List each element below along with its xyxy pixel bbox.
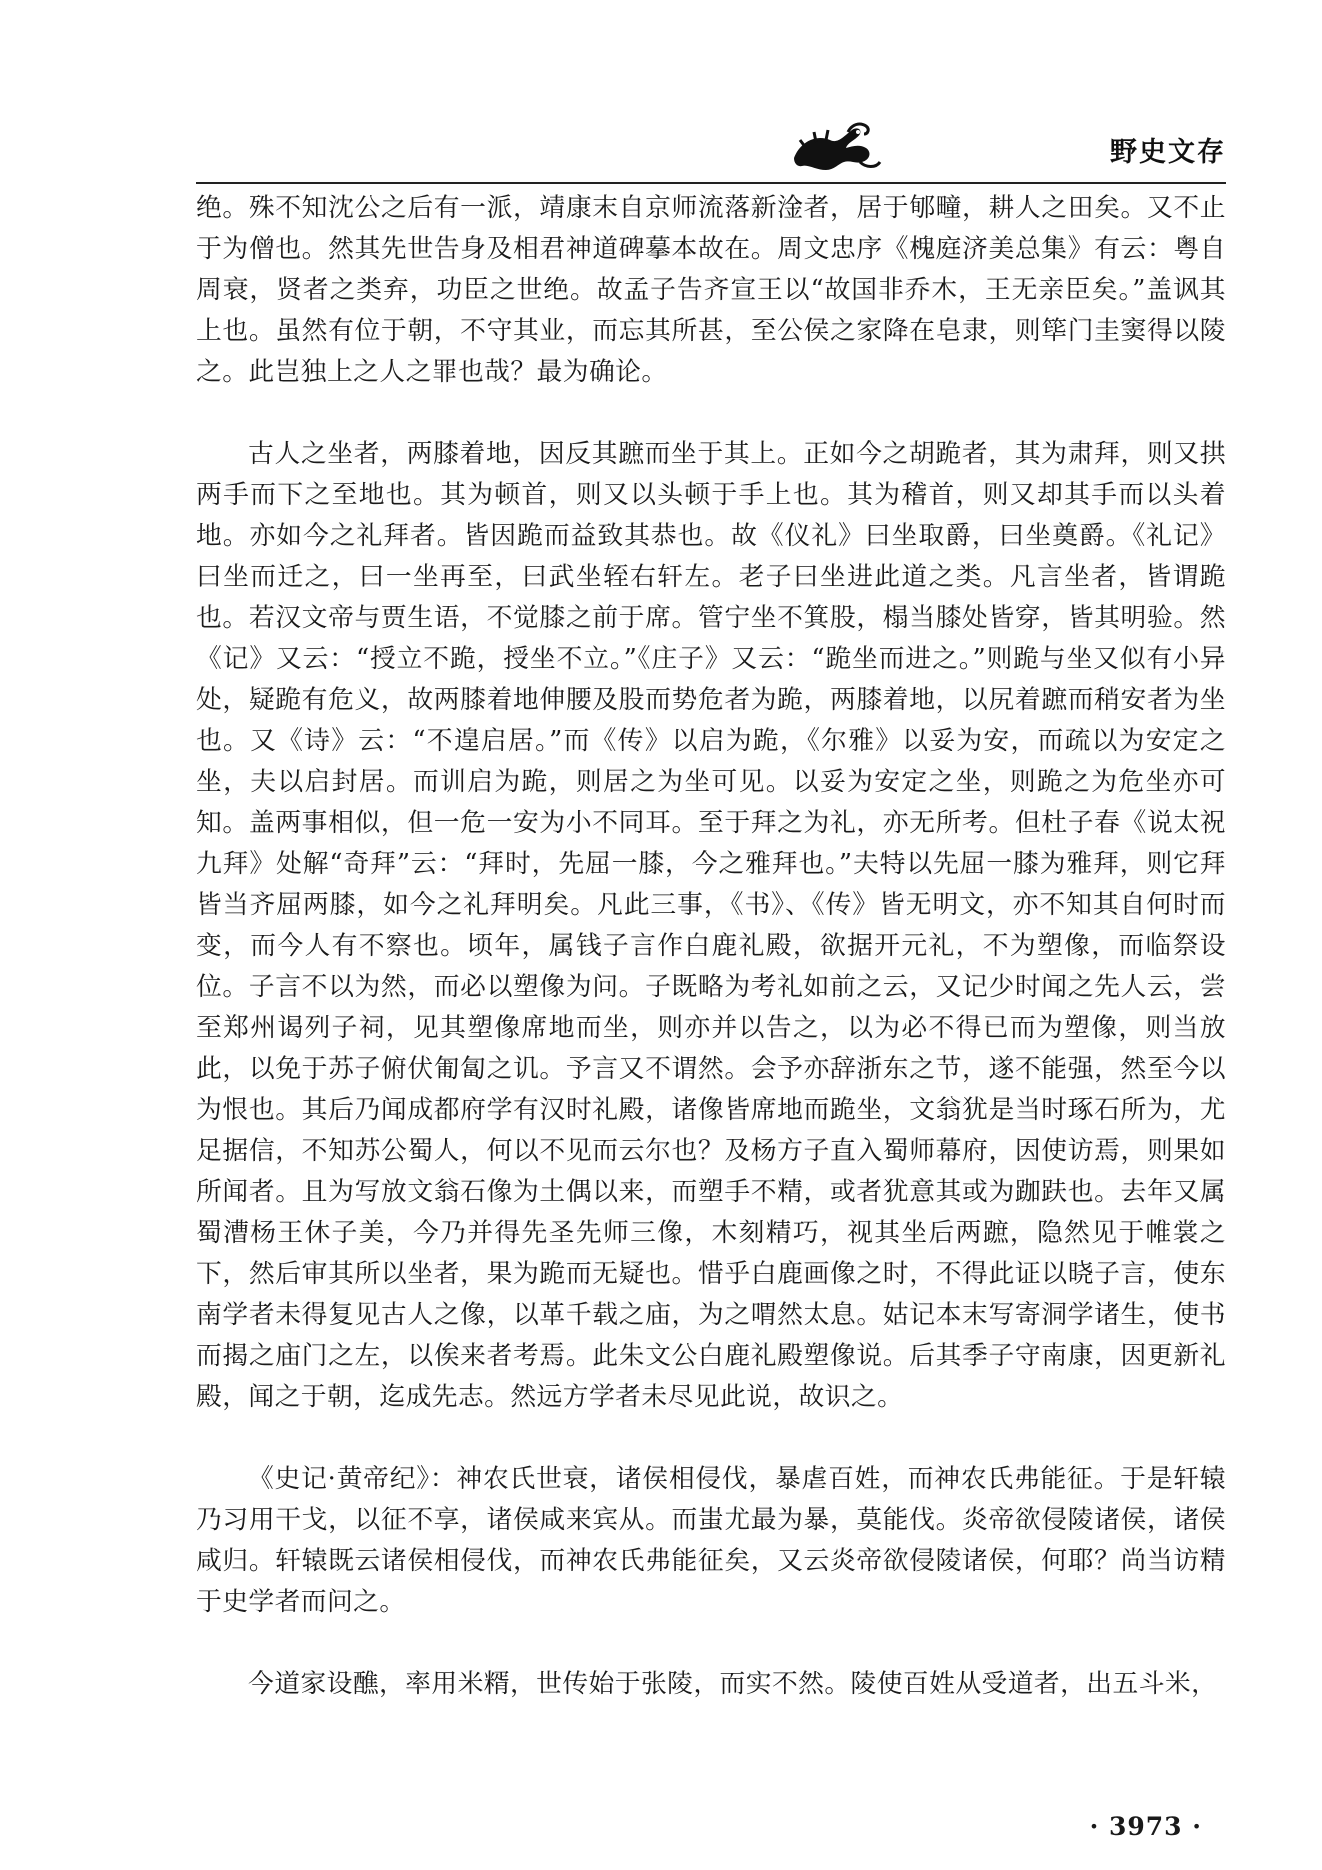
paragraph-gap (196, 1418, 1226, 1459)
page-number: · 3973 · (1089, 1812, 1202, 1841)
paragraph-1: 绝。殊不知沈公之后有一派，靖康末自京师流落新淦者，居于郇疃，耕人之田矣。又不止于为僧也。然其先世告身及相君神道碑摹本故在。周文忠序《槐庭济美总集》有云：粤自周衰，贤者之类弃，功臣之世绝。故孟子告齐宣王以“故国非乔木，王无亲臣矣。”盖讽其上也。虽然有位于朝，不守其业，而忘其所甚，至公侯之家降在皂隶，则筚门圭窦得以陵之。此岂独上之人之罪也哉？最为确论。 (196, 193, 1226, 387)
page-header (196, 118, 1226, 180)
page-body (196, 188, 1226, 1705)
dragon-emblem-icon (786, 118, 886, 176)
paragraph-2: 古人之坐者，两膝着地，因反其蹠而坐于其上。正如今之胡跪者，其为肃拜，则又拱两手而下之至地也。其为顿首，则又以头顿于手上也。其为稽首，则又却其手而以头着地。亦如今之礼拜者。皆因跪而益致其恭也。故《仪礼》曰坐取爵，曰坐奠爵。《礼记》曰坐而迁之，曰一坐再至，曰武坐轾右轩左。老子曰坐进此道之类。凡言坐者，皆谓跪也。若汉文帝与贾生语，不觉膝之前于席。管宁坐不箕股，榻当膝处皆穿，皆其明验。然《记》又云：“授立不跪，授坐不立。”《庄子》又云：“跪坐而进之。”则跪与坐又似有小异处，疑跪有危义，故两膝着地伸腰及股而势危者为跪，两膝着地，以尻着蹠而稍安者为坐也。又《诗》云：“不遑启居。”而《传》以启为跪，《尔雅》以妥为安，而疏以为安定之坐，夫以启封居。而训启为跪，则居之为坐可见。以妥为安定之坐，则跪之为危坐亦可知。盖两事相似，但一危一安为小不同耳。至于拜之为礼，亦无所考。但杜子春《说太祝九拜》处解“奇拜”云：“拜时，先屈一膝，今之雅拜也。”夫特以先屈一膝为雅拜，则它拜皆当齐屈两膝，如今之礼拜明矣。凡此三事，《书》、《传》皆无明文，亦不知其自何时而变，而今人有不察也。顷年，属钱子言作白鹿礼殿，欲据开元礼，不为塑像，而临祭设位。子言不以为然，而必以塑像为问。子既略为考礼如前之云，又记少时闻之先人云，尝至郑州谒列子祠，见其塑像席地而坐，则亦并以告之，以为必不得已而为塑像，则当放此，以免于苏子俯伏匍匐之讥。予言又不谓然。会予亦辞浙东之节，遂不能强，然至今以为恨也。其后乃闻成都府学有汉时礼殿，诸像皆席地而跪坐，文翁犹是当时琢石所为，尤足据信，不知苏公蜀人，何以不见而云尔也？及杨方子直入蜀师幕府，因使访焉，则果如所闻者。且为写放文翁石像为土偶以来，而塑手不精，或者犹意其或为跏趺也。去年又属蜀漕杨王休子美，今乃并得先圣先师三像，木刻精巧，视其坐后两蹠，隐然见于帷裳之下，然后审其所以坐者，果为跪而无疑也。惜乎白鹿画像之时，不得此证以晓子言，使东南学者未得复见古人之像，以革千载之庙，为之喟然太息。姑记本末写寄洞学诸生，使书而揭之庙门之左，以俟来者考焉。此朱文公白鹿礼殿塑像说。后其季子守南康，因更新礼殿，闻之于朝，迄成先志。然远方学者未尽见此说，故识之。 (196, 439, 1226, 1412)
header-rule (196, 182, 1226, 184)
paragraph-4: 今道家设醮，率用米糈，世传始于张陵，而实不然。陵使百姓从受道者，出五斗米， (248, 1669, 1218, 1699)
paragraph-gap (196, 1623, 1226, 1664)
paragraph-3: 《史记·黄帝纪》：神农氏世衰，诸侯相侵伐，暴虐百姓，而神农氏弗能征。于是轩辕乃习用干戈，以征不享，诸侯咸来宾从。而蚩尤最为暴，莫能伐。炎帝欲侵陵诸侯，诸侯咸归。轩辕既云诸侯相侵伐，而神农氏弗能征矣，又云炎帝欲侵陵诸侯，何耶？尚当访精于史学者而问之。 (196, 1464, 1226, 1617)
series-title: 野史文存 (1110, 137, 1226, 168)
paragraph-gap (196, 393, 1226, 434)
